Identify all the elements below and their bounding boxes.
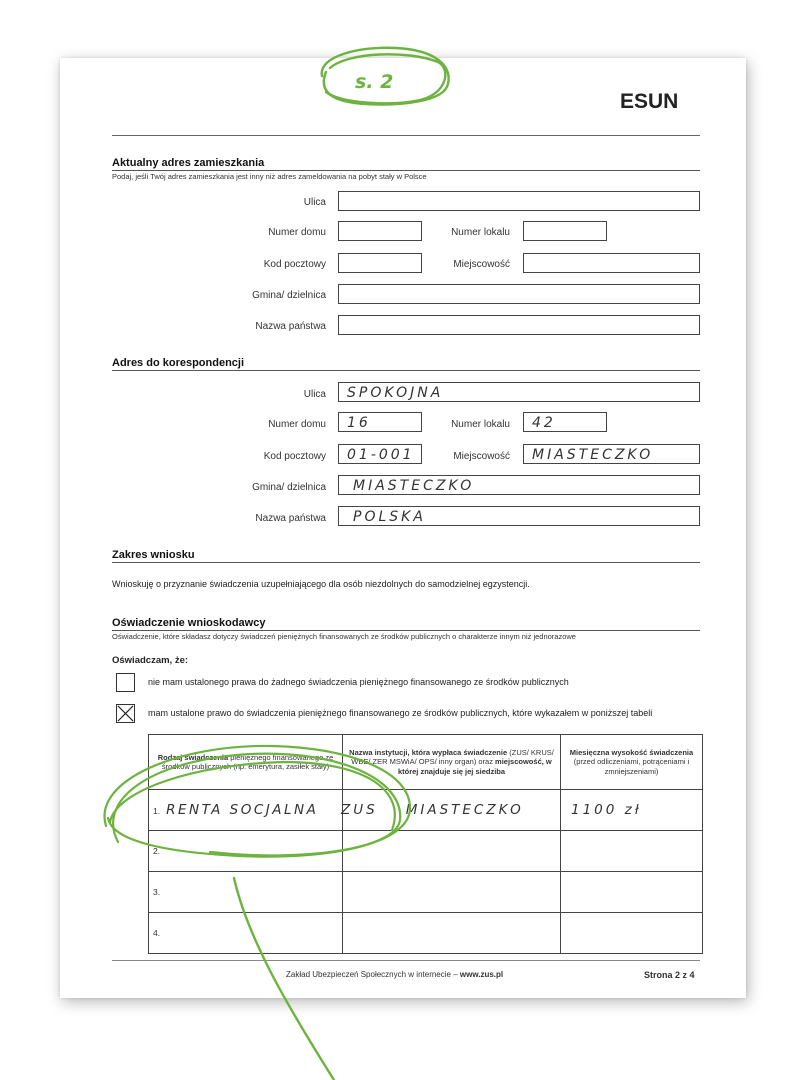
corr-street-label: Ulica <box>303 389 326 400</box>
correspondence-title: Adres do korespondencji <box>112 357 245 369</box>
footer-center: Zakład Ubezpieczeń Społecznych w internecie – www.zus.pl <box>286 970 504 979</box>
institution-value: ZUS <box>341 802 378 818</box>
scope-title: Zakres wniosku <box>112 549 195 561</box>
street-label: Ulica <box>303 197 326 208</box>
header-benefit-type: Rodzaj świadczenia pieniężnego finansowanego ze środków publicznych (np. emerytura, zasiłek stały) <box>149 735 343 790</box>
postal-code-label: Kod pocztowy <box>263 259 326 270</box>
corr-apartment-number-label: Numer lokalu <box>451 419 510 430</box>
corr-country-label: Nazwa państwa <box>255 513 326 524</box>
commune-label: Gmina/ dzielnica <box>252 290 326 301</box>
current-address-title: Aktualny adres zamieszkania <box>112 157 265 169</box>
corr-postal-code-label: Kod pocztowy <box>263 451 326 462</box>
house-number-label: Numer domu <box>268 227 326 238</box>
scope-text: Wnioskuję o przyznanie świadczenia uzupełniającego dla osób niezdolnych do samodzielnej egzystencji. <box>112 579 530 589</box>
institution-place-value: MIASTECZKO <box>405 802 524 818</box>
declaration-lead: Oświadczam, że: <box>112 655 189 666</box>
corr-country-value: POLSKA <box>353 509 426 525</box>
footer-page-number: Strona 2 z 4 <box>644 970 695 980</box>
corr-postal-code-value: 01-001 <box>347 447 415 463</box>
corr-commune-label: Gmina/ dzielnica <box>252 482 326 493</box>
annotation-pointer-line <box>234 878 334 1080</box>
apartment-number-label: Numer lokalu <box>451 227 510 238</box>
declaration-subtitle: Oświadczenie, które składasz dotyczy świadczeń pieniężnych finansowanych ze środków publicznych o charakterze innym niż jednorazowe <box>112 632 576 641</box>
form-code: ESUN <box>620 90 679 113</box>
benefit-type-value: RENTA SOCJALNA <box>166 802 319 818</box>
corr-city-value: MIASTECZKO <box>532 447 654 463</box>
current-address-subtitle: Podaj, jeśli Twój adres zamieszkania jest inny niż adres zameldowania na pobyt stały w Polsce <box>112 172 427 181</box>
declaration-title: Oświadczenie wnioskodawcy <box>112 617 266 629</box>
page-marker-text: s. 2 <box>355 71 394 93</box>
country-label: Nazwa państwa <box>255 321 326 332</box>
corr-apartment-number-value: 42 <box>532 415 556 431</box>
benefit-type-cell[interactable]: 2. <box>149 831 343 872</box>
corr-house-number-value: 16 <box>347 415 371 431</box>
option-has-right-label: mam ustalone prawo do świadczenia pieniężnego finansowanego ze środków publicznych, które wykazałem w poniższej tabeli <box>148 708 653 718</box>
benefit-type-cell[interactable]: 3. <box>149 872 343 913</box>
header-institution: Nazwa instytucji, która wypłaca świadczenie (ZUS/ KRUS/ WBE/ ZER MSWiA/ OPS/ inny organ) oraz miejscowość, w której znajduje się jej siedziba <box>343 735 561 790</box>
corr-commune-value: MIASTECZKO <box>353 478 475 494</box>
corr-city-label: Miejscowość <box>453 451 510 462</box>
corr-house-number-label: Numer domu <box>268 419 326 430</box>
option-no-right-label: nie mam ustalonego prawa do żadnego świadczenia pieniężnego finansowanego ze środków publicznych <box>148 677 569 687</box>
corr-street-value: SPOKOJNA <box>347 385 444 401</box>
benefit-type-cell[interactable]: 4. <box>149 913 343 954</box>
benefit-type-cell[interactable]: 1. RENTA SOCJALNA <box>149 790 343 831</box>
city-label: Miejscowość <box>453 259 510 270</box>
header-monthly-amount: Miesięczna wysokość świadczenia (przed odliczeniami, potrąceniami i zmniejszeniami) <box>561 735 703 790</box>
zus-website-link[interactable]: www.zus.pl <box>459 970 504 979</box>
table-cell-ellipse <box>105 746 410 857</box>
amount-value: 1100 zł <box>571 802 642 818</box>
